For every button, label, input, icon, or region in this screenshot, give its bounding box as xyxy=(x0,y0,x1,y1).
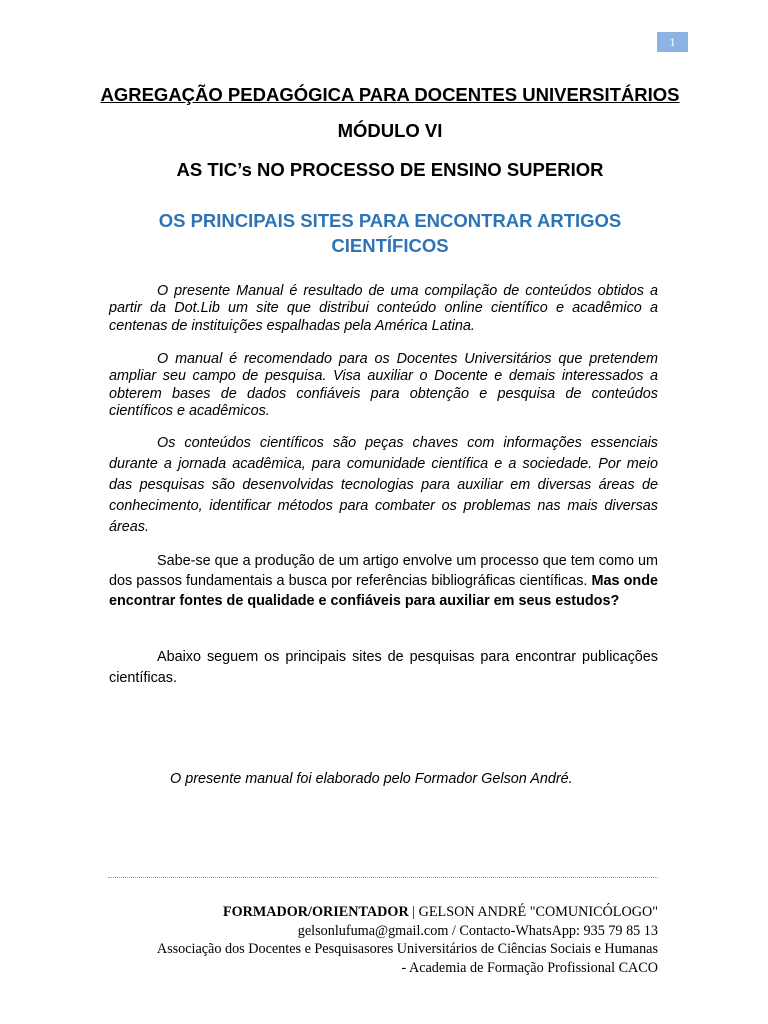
footer-role: FORMADOR/ORIENTADOR xyxy=(222,904,409,920)
page-footer xyxy=(100,903,658,977)
footer-divider xyxy=(108,877,658,878)
module-subject: AS TIC’s NO PROCESSO DE ENSINO SUPERIOR xyxy=(176,159,604,180)
paragraph-article-production xyxy=(109,551,658,611)
section-heading-line2: CIENTÍFICOS xyxy=(331,235,449,256)
module-title: MÓDULO VI xyxy=(337,120,443,141)
footer-association: Associação dos Docentes e Pesquisasores Universitários de Ciências Sociais e Humanas xyxy=(156,941,658,957)
page-number: 1 xyxy=(657,32,688,52)
author-credit: O presente manual foi elaborado pelo Formador Gelson André. xyxy=(170,771,573,787)
footer-contact: gelsonlufuma@gmail.com / Contacto-WhatsApp: 935 79 85 13 xyxy=(297,922,658,939)
paragraph-article-production-text: Sabe-se que a produção de um artigo envolve um processo que tem como um dos passos fundamentais a busca por referências bibliográficas científicas. xyxy=(109,553,658,589)
section-heading xyxy=(100,208,680,258)
paragraph-sites-list-intro: Abaixo seguem os principais sites de pesquisas para encontrar publicações científicas. xyxy=(109,649,658,686)
section-heading-line1: OS PRINCIPAIS SITES PARA ENCONTRAR ARTIGOS xyxy=(158,210,622,231)
paragraph-intro: O presente Manual é resultado de uma compilação de conteúdos obtidos a partir da Dot.Lib um site que distribui conteúdo online científico e acadêmico a centenas de instituições espalhadas pela América Latina. xyxy=(109,283,658,334)
footer-separator: | xyxy=(408,904,419,920)
footer-academy: - Academia de Formação Profissional CACO xyxy=(401,959,658,976)
paragraph-article-production-question: Mas onde encontrar fontes de qualidade e confiáveis para auxiliar em seus estudos? xyxy=(109,573,658,609)
document-title: AGREGAÇÃO PEDAGÓGICA PARA DOCENTES UNIVERSITÁRIOS xyxy=(100,84,680,105)
footer-name: GELSON ANDRÉ "COMUNICÓLOGO" xyxy=(418,904,658,920)
footer-author-line xyxy=(100,903,658,922)
paragraph-recommendation: O manual é recomendado para os Docentes Universitários que pretendem ampliar seu campo de pesquisa. Visa auxiliar o Docente e demais interessados a obterem bases de dados confiáveis para obtenção e pesquisa de conteúdos científicos e acadêmicos. xyxy=(109,351,658,420)
paragraph-scientific-content: Os conteúdos científicos são peças chaves com informações essenciais durante a jornada acadêmica, para comunidade científica e a sociedade. Por meio das pesquisas são desenvolvidas tecnologias para auxiliar em diversas áreas de conhecimento, identificar métodos para combater os problemas nas mais diversas áreas. xyxy=(109,435,658,535)
